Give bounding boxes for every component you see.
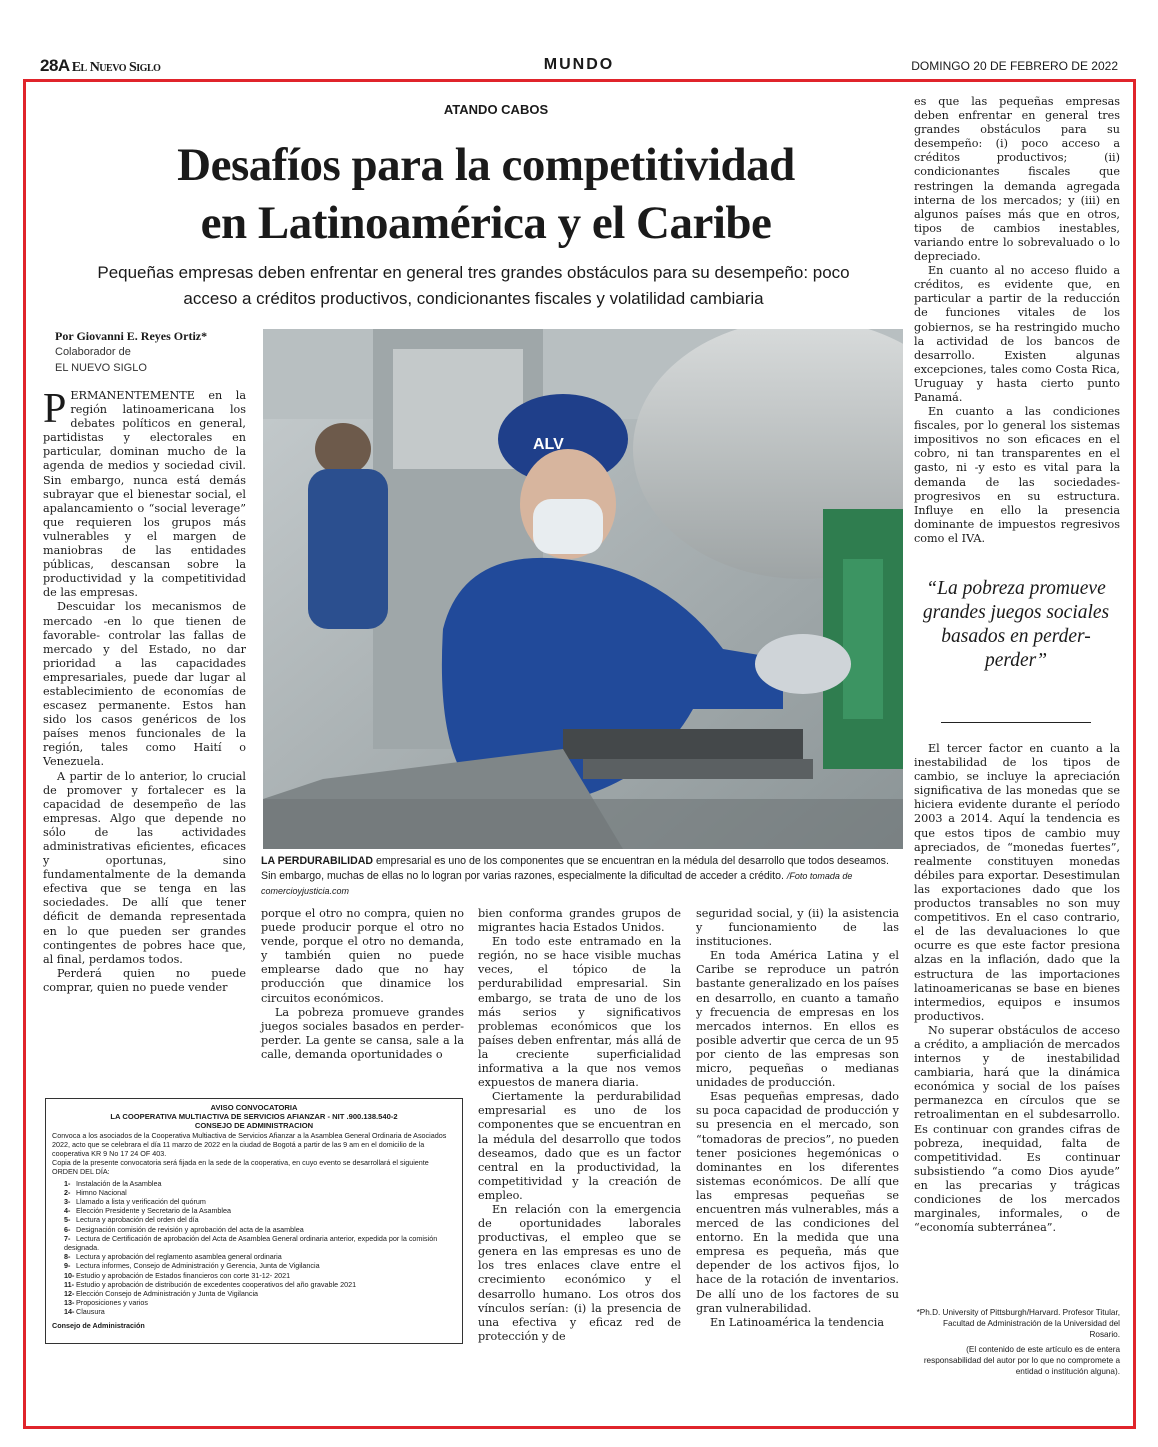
- page-header: [40, 56, 1118, 76]
- agenda-item: 8- Lectura y aprobación del reglamento asamblea general ordinaria: [64, 1252, 282, 1262]
- author-role: Colaborador de: [55, 346, 131, 358]
- newspaper-name: El Nuevo Siglo: [71, 60, 161, 75]
- author-name: Por Giovanni E. Reyes Ortiz*: [55, 329, 208, 343]
- notice-signature: Consejo de Administración: [52, 1320, 145, 1330]
- author-footnote: *Ph.D. University of Pittsburgh/Harvard. Profesor Titular, Facultad de Administración de la Universidad del Rosario.: [916, 1308, 1120, 1339]
- byline: [55, 329, 207, 376]
- notice-intro: Convoca a los asociados de la Cooperativa Multiactiva de Servicios Afianzar a la Asamblea General Ordinaria de Asociados 2022, acto que se celebrara el día 11 marzo de 2022 en la ciudad de Bogotá a partir de las 9 am en el domicilio de la cooperativa KR 9 No 17 24 OF 403.: [52, 1130, 447, 1159]
- subheadline: Pequeñas empresas deben enfrentar en general tres grandes obstáculos para su desempeño: poco acceso a créditos productivos, condicionantes fiscales y volatilidad cambiaria: [97, 263, 850, 308]
- agenda-item: 6- Designación comisión de revisión y aprobación del acta de la asamblea: [64, 1224, 304, 1234]
- cap-logo: ALV: [533, 436, 564, 453]
- column-5-top: es que las pequeñas empresas deben enfrentar en general tres grandes obstáculos para su desempeño: (i) poco acceso a créditos productivos; (ii) condicionantes fiscales que restringen la demanda agregada interna de los mercados; y (iii) en algunos países más que en otros, tipos de cambios inestables, variando entre lo sobrevaluado o lo depreciado. En cuanto al no acceso fluido a créditos, es evidente que, en particular a partir de la reducción de funciones vitales de los gobiernos, se ha restringido mucho la actividad de los bancos de desarrollo. Existen algunas excepciones, tales como Costa Rica, Uruguay y hasta cierto punto Panamá. En cuanto a las condiciones fiscales, por lo general los sistemas impositivos no son eficaces en el cobro, ni tan transparentes en el gasto, ni -y esto es vital para la demanda de las sociedades- progresivos en su estructura. Influye en ello la presencia dominante de impuestos regresivos como el IVA.: [914, 95, 1120, 545]
- author-outlet: EL NUEVO SIGLO: [55, 362, 147, 374]
- disclaimer-footnote: (El contenido de este artículo es de entera responsabilidad del autor por lo que no compromete a entidad o institución alguna).: [923, 1345, 1120, 1376]
- agenda-item: 3- Llamado a lista y verificación del quórum: [64, 1197, 206, 1207]
- pull-quote-rule: [941, 722, 1091, 723]
- column-5-bottom: El tercer factor en cuanto a la inestabilidad de los tipos de cambio, se incluye la apreciación significativa de las monedas que se hiciera evidente durante el período 2003 a 2014. Aquí la tendencia es que estos tipos de cambio muy apreciados, de “monedas fuertes”, realmente constituyen monedas débiles para exportar. Desestimulan las exportaciones dado que los productos transables no son muy competitivos. En el caso contrario, el de las devaluaciones lo que ocurre es que este factor presiona alzas en la inflación, dado que la estructura de las importaciones latinoamericanas se base en bienes intermedios, equipos e insumos productivos. No superar obstáculos de acceso a crédito, a ampliación de mercados internos y de inestabilidad cambiaria, hará que la dinámica económica y social de los países permanezca en círculos que se retroalimentan en el subdesarrollo. Es continuar con grandes cifras de pobreza, inequidad, falta de competitividad. Es continuar subsistiendo “a como Dios ayude” en las precarias y trágicas condiciones de los mercados marginales, informales, o de “economía subterránea”.: [914, 742, 1120, 1235]
- page-number: 28A El Nuevo Siglo: [40, 56, 161, 75]
- agenda-item: 9- Lectura informes, Consejo de Administración y Gerencia, Junta de Vigilancia: [64, 1261, 320, 1271]
- agenda-item: 10- Estudio y aprobación de Estados financieros con corte 31-12- 2021: [64, 1270, 291, 1280]
- convocation-notice: [45, 1098, 463, 1344]
- kicker: ATANDO CABOS: [443, 102, 549, 117]
- photo-caption: LA PERDURABILIDAD empresarial es uno de los componentes que se encuentran en la médula del desarrollo que todos deseamos. Sin embargo, muchas de ellas no lo logran por varias razones, especialmente la dificultad de acceder a crédito. /Foto tomada de comercioyjusticia.com: [261, 855, 889, 896]
- agenda-item: 7- Lectura de Certificación de aprobación del Acta de Asamblea General ordinaria anterior, expedida por la comisión designada.: [64, 1233, 438, 1253]
- headline: Desafíos para la competitividad en Latinoamérica y el Caribe: [177, 139, 795, 249]
- notice-org: LA COOPERATIVA MULTIACTIVA DE SERVICIOS AFIANZAR - NIT .900.138.540-2: [110, 1112, 398, 1122]
- agenda-item: 5- Lectura y aprobación del orden del día: [64, 1215, 199, 1225]
- column-3: bien conforma grandes grupos de migrantes hacia Estados Unidos. En todo este entramado en la región, no se hace visible muchas veces, el tópico de la perdurabilidad empresarial. Sin embargo, se trata de uno de los más serios y significativos problemas económicos que los países deben enfrentar, más allá de la creciente superficialidad informativa a la que nos vemos expuestos de manera diaria. Ciertamente la perdurabilidad empresarial es uno de los componentes que se encuentran en la médula del desarrollo que todos deseamos, dado que es un factor central en la productividad, la competitividad y la creación de empleo. En relación con la emergencia de oportunidades laborales productivas, el empleo que se genera en las empresas es uno de los tres enlaces clave entre el crecimiento económico y el desarrollo humano. Los otros dos vínculos serían: (i) la presencia de una efectiva y eficaz red de protección y de: [478, 907, 681, 1343]
- pull-quote: “La pobreza promueve grandes juegos sociales basados en perder-perder”: [922, 578, 1110, 671]
- column-2: porque el otro no compra, quien no puede producir porque el otro no vende, porque el otro no demanda, y también quien no puede emplearse dado que no hay producción que dinamice los circuitos económicos. La pobreza promueve grandes juegos sociales basados en perder-perder. La gente se cansa, sale a la calle, demanda oportunidades o: [261, 907, 464, 1061]
- notice-heading: AVISO CONVOCATORIA: [210, 1103, 298, 1112]
- factory-worker-illustration: [263, 329, 903, 849]
- agenda-item: 13- Proposiciones y varios: [64, 1298, 148, 1308]
- column-4: seguridad social, y (ii) la asistencia y funcionamiento de las instituciones. En toda América Latina y el Caribe se reproduce un patrón bastante generalizado en los países en desarrollo, en cuanto a tamaño y frecuencia de empresas en los mercados internos. En ellos es posible advertir que cerca de un 95 por ciento de las empresas son micro, pequeñas o medianas unidades de producción. Esas pequeñas empresas, dado su poca capacidad de producción y su presencia en el mercado, son “tomadoras de precios”, no pueden tener posiciones hegemónicas o dominantes en los diferentes sistemas económicos. De allí que las empresas pequeñas se encuentren más vulnerables, más a merced de las condiciones del entorno. En la medida que una empresa es pequeña, más que depender de los activos fijos, lo hace de la rotación de inventarios. De allí uno de los factores de su gran vulnerabilidad. En Latinoamérica la tendencia: [696, 907, 899, 1329]
- article-photo: [263, 329, 903, 849]
- agenda-item: 12- Elección Consejo de Administración y Junta de Vigilancia: [64, 1289, 259, 1299]
- issue-date: DOMINGO 20 DE FEBRERO DE 2022: [911, 59, 1118, 73]
- section-name: MUNDO: [543, 56, 615, 73]
- agenda-item: 1- Instalación de la Asamblea: [64, 1178, 162, 1188]
- column-1: PERMANENTEMENTE en la región latinoamericana los debates políticos en general, partidistas y electorales en particular, dominan mucho de la agenda de medios y sociedad civil. Sin embargo, nunca está demás subrayar que el bienestar social, el apalancamiento o “social leverage” que requieren los grupos más vulnerables y el margen de maniobras de las entidades públicas, descansan sobre la productividad y la competitividad de las empresas. Descuidar los mecanismos de mercado -en lo que tienen de favorable- controlar las fallas de mercado y del Estado, no dar prioridad a las capacidades empresariales, puede dar lugar al establecimiento de economías de escasez permanente. Estos han sido los casos genéricos de los países menos funcionales de la región, tales como Haití o Venezuela. A partir de lo anterior, lo crucial de promover y fortalecer es la capacidad de desempeño de las empresas. Algo que depende no sólo de las actividades administrativas eficientes, eficaces y oportunas, sino fundamentalmente de la demanda efectiva que se tenga en las sociedades. De allí que tener déficit de demanda representada en lo que pueden ser grandes contingentes de pobres hace que, al final, perdamos todos. Perderá quien no puede comprar, quien no puede vender: [43, 386, 246, 994]
- notice-intro-2: Copia de la presente convocatoria será fijada en la sede de la cooperativa, en cuyo evento se desarrollará el siguiente ORDEN DEL DÍA:: [52, 1158, 429, 1177]
- agenda-item: 2- Himno Nacional: [64, 1187, 127, 1197]
- article-frame: [23, 79, 1136, 1429]
- agenda-item: 4- Elección Presidente y Secretario de la Asamblea: [64, 1206, 232, 1216]
- notice-body-heading: CONSEJO DE ADMINISTRACION: [194, 1121, 314, 1131]
- agenda-list: [52, 1179, 456, 1317]
- agenda-item: 14- Clausura: [64, 1307, 105, 1317]
- drop-cap: P: [43, 386, 67, 432]
- photo-credit: /Foto tomada de comercioyjusticia.com: [261, 871, 853, 896]
- agenda-item: 11- Estudio y aprobación de distribución de excedentes cooperativos del año gravable 2021: [64, 1279, 357, 1289]
